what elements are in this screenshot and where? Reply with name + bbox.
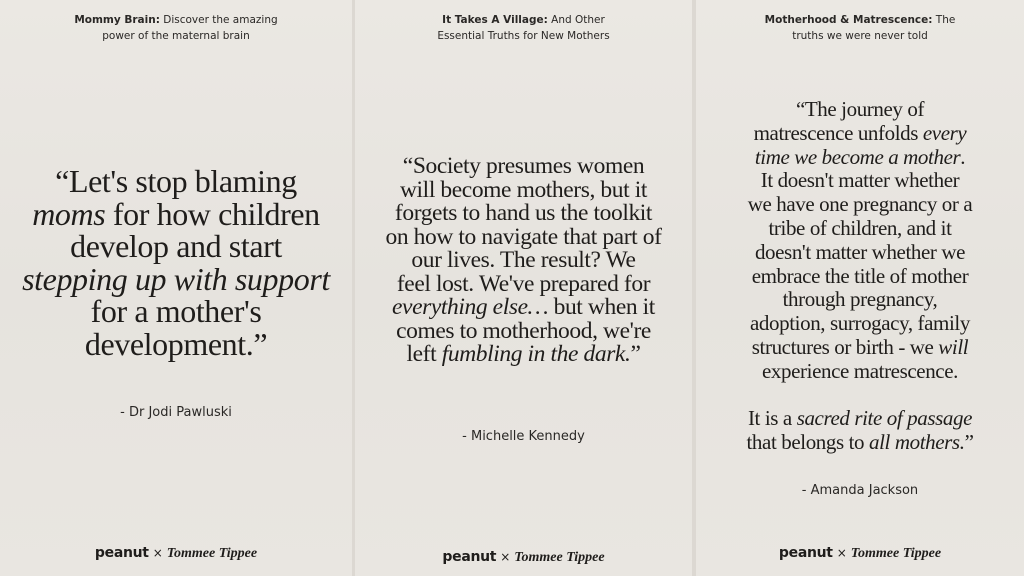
quote-line [696,312,1024,336]
quote-line [0,325,352,362]
quote-emphasis: everything else… [392,294,549,320]
quote-author: - Amanda Jackson [801,483,919,498]
book-header [0,12,352,44]
quote-text [0,165,352,360]
quote-panel-2 [355,0,692,576]
quote-line [355,223,692,250]
book-subtitle-line: power of the maternal brain [102,30,250,42]
tommee-tippee-logo: Tommee Tippee [850,546,942,561]
quote-segment: . [960,144,966,169]
quote-line [696,98,1024,122]
brand-logo [0,545,352,562]
quote-segment: embrace the title of mother [751,263,969,288]
quote-line [355,176,692,203]
quote-segment: feel lost. We've prepared for [396,270,651,297]
quote-segment: left [406,341,442,367]
quote-line [696,169,1024,193]
quote-segment: forgets to hand us the toolkit [394,200,653,226]
quote-line [355,249,692,273]
book-title: It Takes A Village: [442,14,548,26]
quote-line [696,431,1024,455]
quote-segment: It doesn't matter whether [760,168,960,193]
quote-segment: will become mothers, but it [399,176,647,203]
quote-line [696,336,1024,360]
quote-line [696,122,1024,146]
collab-x: × [152,546,163,560]
quote-line [0,295,352,328]
book-subtitle-part: Discover the amazing [159,14,278,26]
quote-segment: development.” [84,325,268,362]
quote-segment: ” [964,430,974,455]
quote-line [0,195,352,232]
book-title: Mommy Brain: [74,14,160,26]
quote-segment: matrescence unfolds [753,120,923,145]
quote-line [355,343,692,367]
collab-x: × [836,546,847,560]
book-subtitle-line: Essential Truths for New Mothers [437,30,610,42]
quote-line [696,384,1024,408]
quote-panel-3 [696,0,1024,576]
quote-author: - Michelle Kennedy [462,429,585,444]
tommee-tippee-logo: Tommee Tippee [166,546,258,561]
quote-emphasis: all mothers. [869,430,965,455]
book-subtitle-part: And Other [547,14,605,26]
quote-line [355,202,692,226]
quote-panel-1 [0,0,352,576]
quote-line [355,270,692,297]
book-header [355,12,692,44]
quote-segment: on how to navigate that part of [385,223,662,250]
quote-line [696,288,1024,312]
quote-text [355,155,692,367]
quote-line [0,260,352,297]
quote-author: - Dr Jodi Pawluski [120,405,232,420]
quote-line [696,217,1024,241]
quote-segment: for how children [105,195,320,232]
quote-segment: adoption, surrogacy, family [750,311,970,336]
quote-line [355,296,692,320]
book-subtitle-line: truths we were never told [792,30,928,42]
book-header [696,12,1024,44]
quote-segment: develop and start [70,228,282,264]
quote-segment: ” [630,341,641,367]
quote-line [355,317,692,344]
quote-segment: “Let's stop blaming [55,163,297,199]
quote-segment: comes to motherhood, we're [396,317,651,344]
quote-emphasis: fumbling in the dark. [441,341,631,367]
quote-line [696,360,1024,384]
quote-segment: we have one pregnancy or a [747,192,973,217]
quote-line [696,146,1024,170]
quote-emphasis: moms [32,195,106,232]
quote-text [696,98,1024,455]
quote-segment: through pregnancy, [782,287,938,312]
peanut-logo: peanut [94,545,149,561]
quote-line [696,407,1024,431]
quote-segment: for a mother's [90,293,262,329]
quote-line [0,165,352,198]
quote-line [696,193,1024,217]
quote-emphasis: stepping up with support [22,260,330,297]
tommee-tippee-logo: Tommee Tippee [514,550,605,565]
book-subtitle-part: The [932,14,956,26]
quote-segment: experience matrescence. [762,358,958,383]
quote-line [0,230,352,263]
quote-emphasis: sacred rite of passage [796,406,973,431]
quote-segment: structures or birth - we [751,334,939,359]
book-title: Motherhood & Matrescence: [764,14,933,26]
quote-emphasis: will [938,334,969,359]
quote-line [696,265,1024,289]
quote-emphasis: every [922,120,967,145]
quote-segment: but when it [548,294,655,320]
quote-segment: It is a [747,406,797,431]
quote-segment: “Society presumes women [402,153,645,179]
quote-segment: tribe of children, and it [768,215,952,240]
quote-emphasis: time we become a mother [754,144,961,169]
brand-logo [696,545,1024,562]
peanut-logo: peanut [778,545,833,561]
quote-segment: our lives. The result? We [411,247,636,273]
peanut-logo: peanut [442,549,497,565]
quote-segment: doesn't matter whether we [754,239,966,264]
brand-logo [355,549,692,566]
quote-line [355,155,692,179]
quote-line [696,241,1024,265]
quote-segment: “The journey of [795,97,925,121]
collab-x: × [500,550,511,564]
quote-segment: that belongs to [746,430,870,455]
